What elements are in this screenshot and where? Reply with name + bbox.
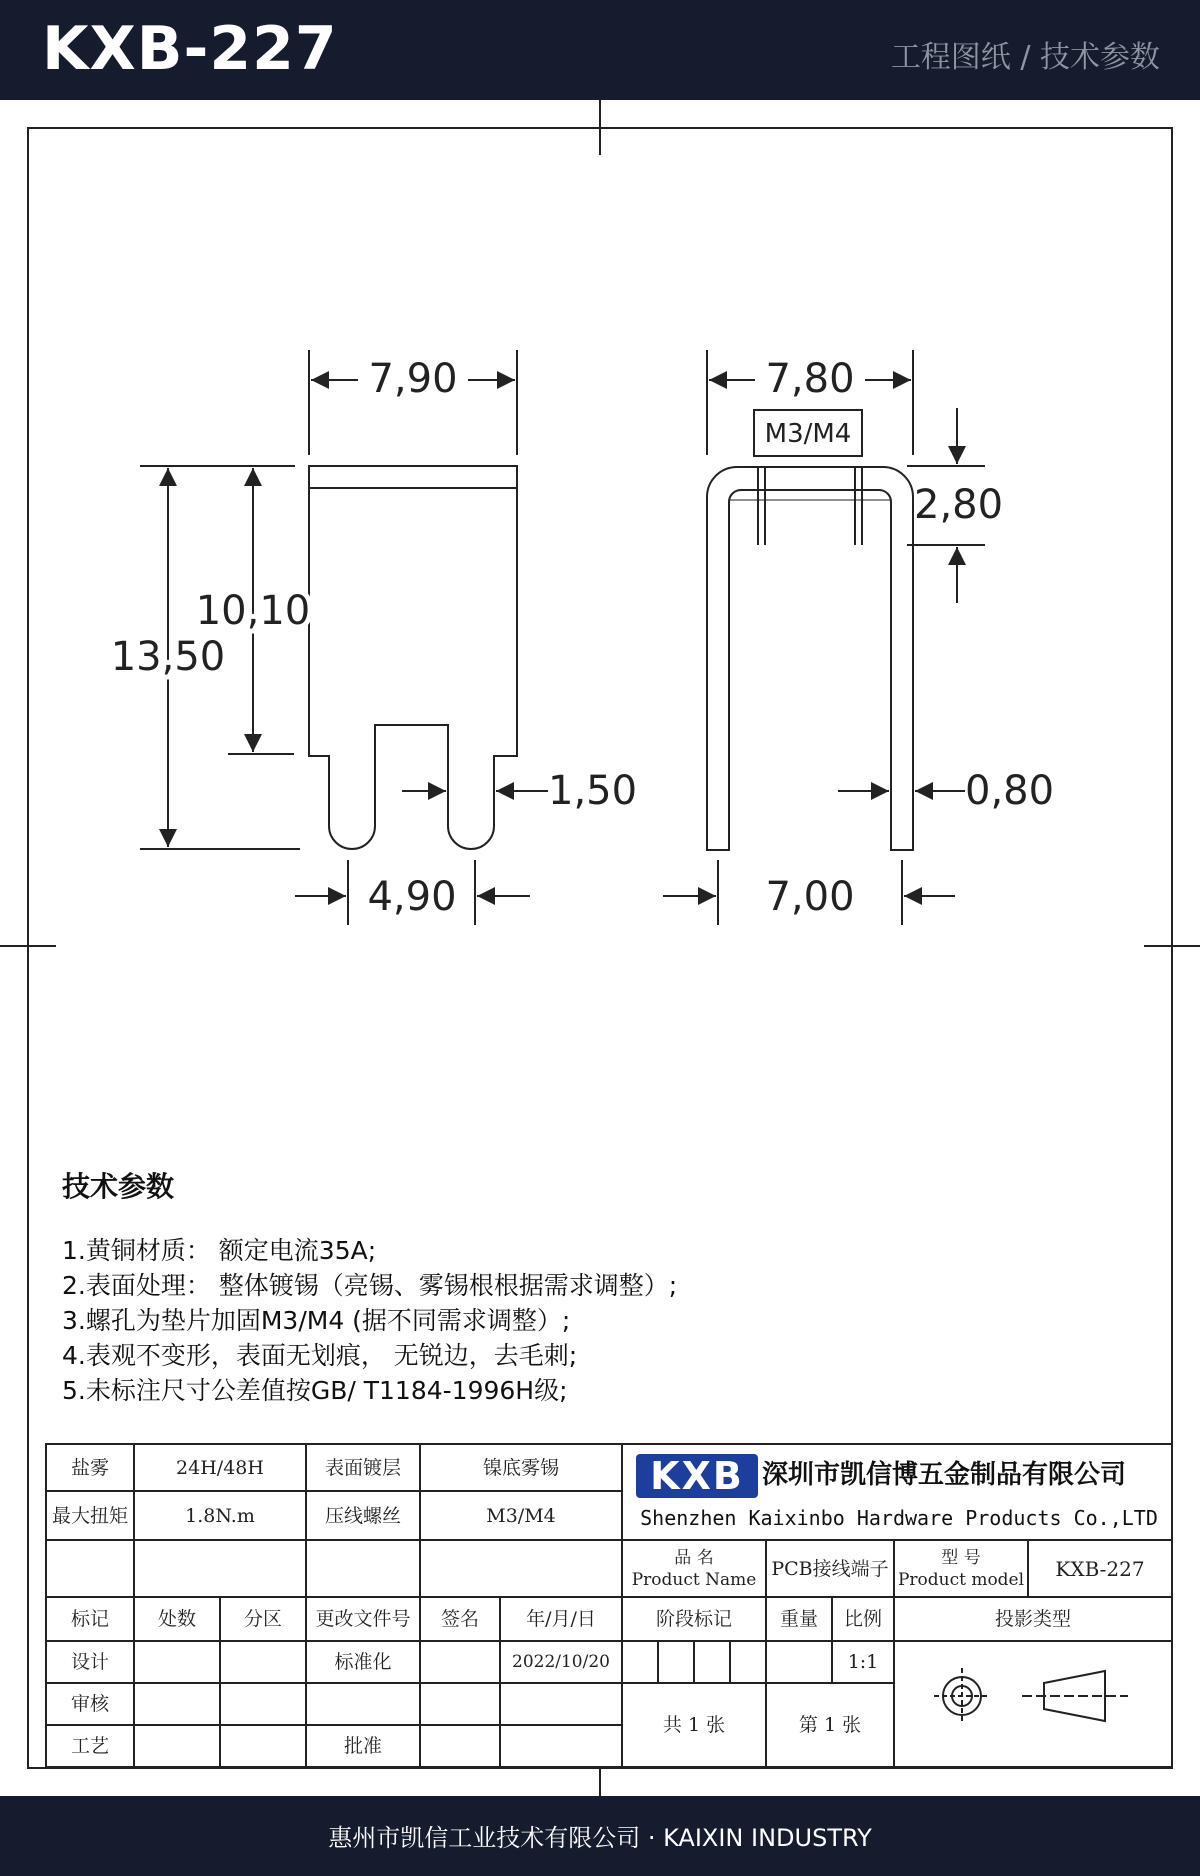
torque-value: 1.8N.m bbox=[185, 1504, 255, 1527]
product-name-label bbox=[622, 1540, 766, 1597]
product-name-cn: 品 名 bbox=[674, 1547, 714, 1568]
side-view-outline bbox=[707, 467, 913, 850]
dim-front-width: 7,90 bbox=[368, 356, 458, 402]
header-scale: 比例 bbox=[843, 1608, 882, 1630]
torque-label: 最大扭矩 bbox=[51, 1504, 128, 1527]
dim-side-thickness: 0,80 bbox=[965, 768, 1055, 814]
dim-front-slot: 1,50 bbox=[548, 768, 638, 814]
model-cn: 型 号 bbox=[941, 1547, 981, 1568]
header-count: 处数 bbox=[157, 1608, 196, 1630]
footer-company: 惠州市凯信工业技术有限公司 · KAIXIN INDUSTRY bbox=[328, 1824, 872, 1852]
design-date: 2022/10/20 bbox=[512, 1652, 610, 1672]
header-weight: 重量 bbox=[779, 1608, 818, 1630]
plating-value: 镍底雾锡 bbox=[482, 1456, 559, 1479]
footer-bar bbox=[0, 1796, 1200, 1876]
tech-param-item: 2.表面处理： 整体镀锡（亮锡、雾锡根根据需求调整）; bbox=[62, 1271, 678, 1300]
product-name-value: PCB接线端子 bbox=[771, 1557, 889, 1580]
tech-param-item: 3.螺孔为垫片加固M3/M4 (据不同需求调整）; bbox=[62, 1306, 571, 1335]
review-label: 审核 bbox=[70, 1693, 109, 1715]
logo-text: KXB bbox=[650, 1454, 744, 1498]
dim-front-height-total: 13,50 bbox=[110, 634, 226, 680]
header-stage: 阶段标记 bbox=[655, 1608, 732, 1630]
tech-param-item: 1.黄铜材质： 额定电流35A; bbox=[62, 1236, 377, 1265]
page-subtitle: 工程图纸 / 技术参数 bbox=[890, 40, 1160, 75]
dim-side-bottom: 7,00 bbox=[765, 874, 855, 920]
plating-label: 表面镀层 bbox=[324, 1456, 401, 1479]
screw-label: 压线螺丝 bbox=[324, 1504, 401, 1527]
header-date: 年/月/日 bbox=[526, 1608, 596, 1630]
header-signature: 签名 bbox=[440, 1608, 479, 1630]
dim-front-pins: 4,90 bbox=[367, 874, 457, 920]
tech-params-title: 技术参数 bbox=[62, 1170, 175, 1203]
dim-front-height-body: 10,10 bbox=[195, 588, 311, 634]
sheets-total: 共 1 张 bbox=[662, 1714, 726, 1736]
model-value: KXB-227 bbox=[1055, 1556, 1145, 1581]
company-logo bbox=[636, 1454, 758, 1498]
sheet-number: 第 1 张 bbox=[798, 1714, 862, 1736]
scale-value: 1:1 bbox=[847, 1651, 879, 1673]
process-label: 工艺 bbox=[70, 1735, 109, 1757]
screw-size-label: M3/M4 bbox=[764, 419, 852, 449]
tech-param-item: 5.未标注尺寸公差值按GB/ T1184-1996H级; bbox=[62, 1376, 568, 1405]
dim-side-width: 7,80 bbox=[765, 356, 855, 402]
model-en: Product model bbox=[897, 1569, 1025, 1590]
tech-param-item: 4.表观不变形，表面无划痕， 无锐边，去毛刺; bbox=[62, 1341, 578, 1370]
company-name-en: Shenzhen Kaixinbo Hardware Products Co.,LTD bbox=[640, 1506, 1158, 1530]
approve-label: 批准 bbox=[343, 1735, 382, 1757]
product-code-title: KXB-227 bbox=[42, 14, 338, 84]
header-mark: 标记 bbox=[70, 1608, 109, 1630]
company-name-cn: 深圳市凯信博五金制品有限公司 bbox=[762, 1460, 1127, 1490]
design-label: 设计 bbox=[70, 1651, 109, 1673]
standard-label: 标准化 bbox=[334, 1651, 392, 1673]
tech-params bbox=[62, 1165, 1142, 1408]
projection-symbol-icon bbox=[934, 1668, 1128, 1724]
screw-value: M3/M4 bbox=[486, 1504, 556, 1527]
header-change-doc: 更改文件号 bbox=[315, 1608, 411, 1630]
product-name-en: Product Name bbox=[631, 1569, 757, 1590]
salt-spray-value: 24H/48H bbox=[176, 1456, 264, 1479]
header-zone: 分区 bbox=[243, 1608, 282, 1630]
header-projection: 投影类型 bbox=[994, 1608, 1071, 1630]
model-label bbox=[894, 1540, 1028, 1597]
salt-spray-label: 盐雾 bbox=[70, 1456, 109, 1479]
dim-side-bend: 2,80 bbox=[914, 482, 1004, 528]
tech-params-list bbox=[62, 1233, 1142, 1408]
